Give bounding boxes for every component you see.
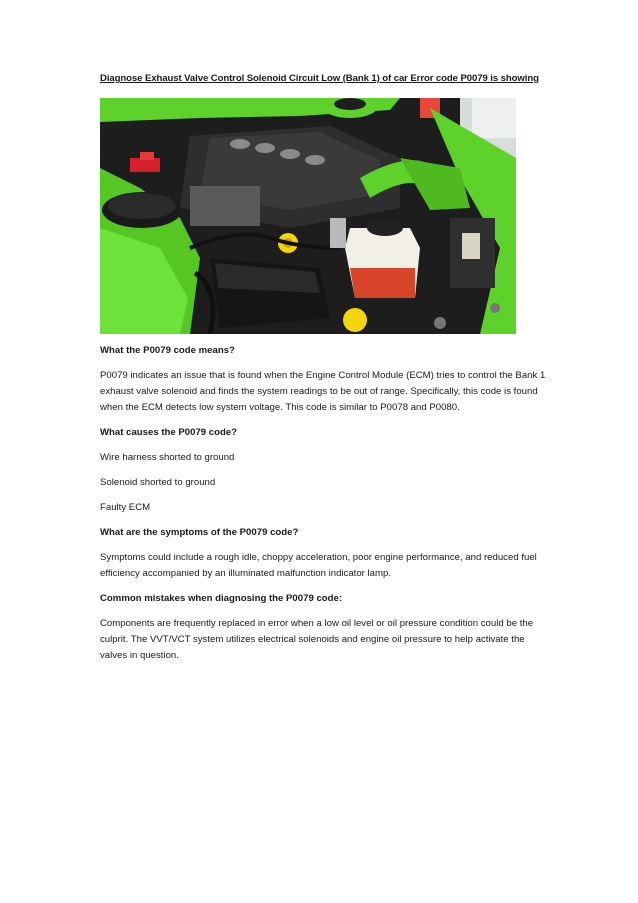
section-heading: What causes the P0079 code? <box>100 427 238 438</box>
list-item: Wire harness shorted to ground <box>100 452 235 463</box>
section-heading: What the P0079 code means? <box>100 345 235 356</box>
section-heading: What are the symptoms of the P0079 code? <box>100 527 299 538</box>
section-paragraph: Symptoms could include a rough idle, choppy acceleration, poor engine performance, and reduced fuel efficiency accompanied by an illuminated malfunction indicator lamp. <box>100 552 537 579</box>
engine-bay-photo <box>100 98 516 334</box>
document-title: Diagnose Exhaust Valve Control Solenoid Circuit Low (Bank 1) of car Error code P0079 is showing <box>100 73 539 84</box>
list-item: Solenoid shorted to ground <box>100 477 216 488</box>
section-paragraph: P0079 indicates an issue that is found when the Engine Control Module (ECM) tries to control the Bank 1 exhaust valve solenoid and finds the system readings to be out of range. Specifically, this code is found when the ECM detects low system voltage. This code is similar to P0078 and P0080. <box>100 370 546 413</box>
engine-bay-icon <box>100 98 516 334</box>
list-item: Faulty ECM <box>100 502 151 513</box>
document-body <box>100 343 552 673</box>
section-heading: Common mistakes when diagnosing the P0079 code: <box>100 593 343 604</box>
section-paragraph: Components are frequently replaced in error when a low oil level or oil pressure condition could be the culprit. The VVT/VCT system utilizes electrical solenoids and engine oil pressure to help activate the valves in question. <box>100 618 534 661</box>
